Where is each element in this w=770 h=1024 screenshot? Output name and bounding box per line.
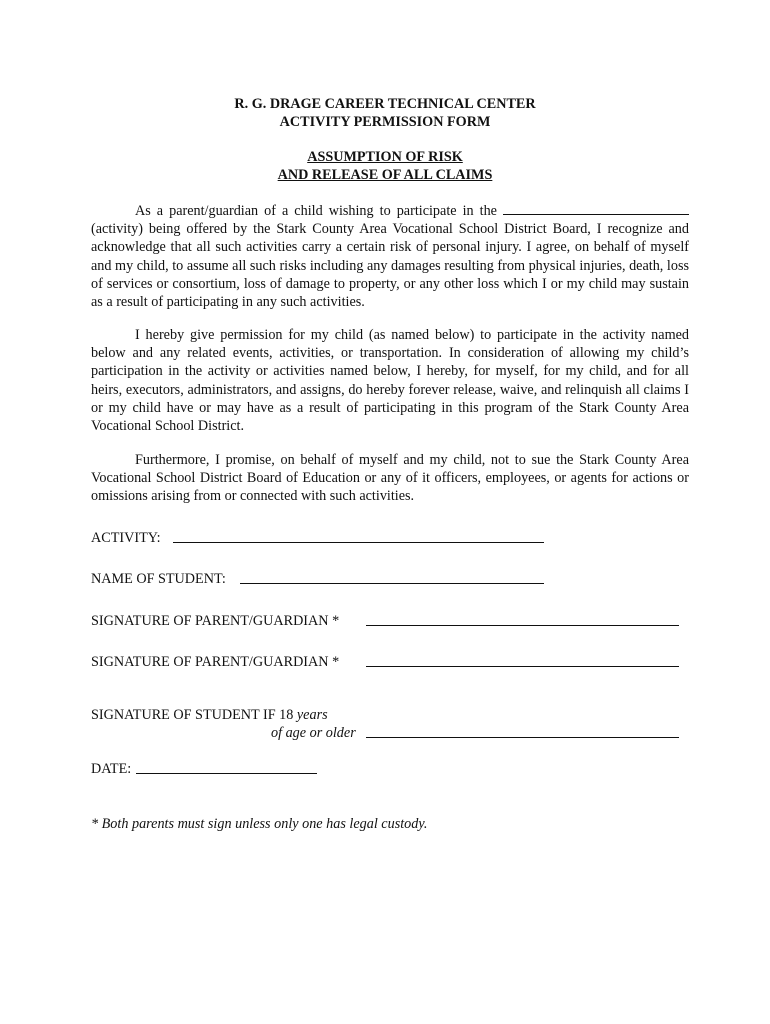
student-signature-label-years: years — [296, 707, 328, 723]
activity-inline-blank[interactable] — [503, 202, 689, 215]
paragraph-1-rest: (activity) being offered by the Stark County Area Vocational School District Board, I recognize and acknowledge that all such activities carry a certain risk of personal injury. I agree, on behalf of myself and my child, to assume all such risks including any damages resulting from physical injuries, death, loss of services or consortium, loss of damage to property, or any other loss which I or my child may sustain as a result of participating in any such activities. — [91, 221, 689, 311]
risk-subtitle: ASSUMPTION OF RISK — [307, 149, 463, 165]
paragraph-promise — [91, 451, 689, 506]
parent-signature-1-label: SIGNATURE OF PARENT/GUARDIAN * — [91, 613, 340, 629]
activity-label: ACTIVITY: — [91, 530, 161, 546]
form-title-heading: ACTIVITY PERMISSION FORM — [279, 114, 491, 130]
paragraph-release — [91, 326, 689, 435]
date-field[interactable] — [136, 773, 317, 774]
student-signature-label — [91, 706, 328, 724]
paragraph-assumption-of-risk — [91, 202, 689, 311]
date-label: DATE: — [91, 761, 132, 777]
release-subtitle: AND RELEASE OF ALL CLAIMS — [277, 167, 493, 183]
paragraph-1-start: As a parent/guardian of a child wishing to participate in the — [135, 203, 497, 219]
student-signature-label-main: SIGNATURE OF STUDENT IF 18 — [91, 707, 294, 723]
parent-signature-2-field[interactable] — [366, 666, 679, 667]
parent-signature-1-field[interactable] — [366, 625, 679, 626]
student-name-label: NAME OF STUDENT: — [91, 571, 226, 587]
student-signature-label-age: of age or older — [271, 725, 356, 741]
student-name-field[interactable] — [240, 583, 544, 584]
activity-field[interactable] — [173, 542, 544, 543]
paragraph-3-text: Furthermore, I promise, on behalf of myself and my child, not to sue the Stark County Area Vocational School District Board of Education or any of it officers, employees, or agents for actions or omissions arising from or connected with such activities. — [91, 452, 689, 505]
student-signature-field[interactable] — [366, 737, 679, 738]
school-name-heading: R. G. DRAGE CAREER TECHNICAL CENTER — [234, 96, 536, 112]
paragraph-2-text: I hereby give permission for my child (as named below) to participate in the activity named below and any related events, activities, or transportation. In consideration of allowing my child’s participation in the activity or activities named below, I hereby, for myself, for my child, and for all heirs, executors, administrators, and assigns, do hereby forever release, waive, and relinquish all claims I or my child have or may have as a result of participating in this program of the Stark County Area Vocational School District. — [91, 327, 689, 435]
parent-signature-2-label: SIGNATURE OF PARENT/GUARDIAN * — [91, 654, 340, 670]
custody-footnote: * Both parents must sign unless only one has legal custody. — [91, 816, 428, 832]
